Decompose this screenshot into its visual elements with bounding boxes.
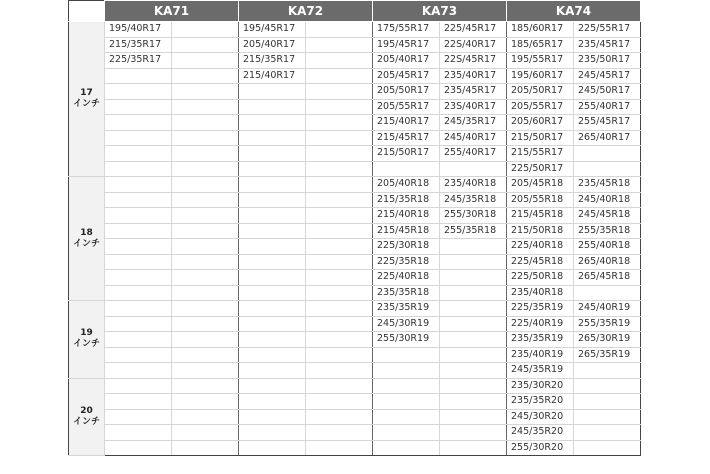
tire-size-cell bbox=[440, 363, 507, 379]
tire-size-cell bbox=[172, 130, 239, 146]
tire-size-cell bbox=[105, 115, 172, 131]
rim-size-number: 20 bbox=[80, 405, 93, 416]
tire-size-cell bbox=[239, 84, 306, 100]
tire-size-cell: 185/60R17 bbox=[507, 22, 574, 38]
tire-size-cell: 235/45R17 bbox=[574, 37, 641, 53]
tire-size-cell: 235/35R19 bbox=[373, 301, 440, 317]
table-row bbox=[69, 270, 641, 286]
tire-size-cell: 245/45R17 bbox=[574, 68, 641, 84]
tire-size-cell bbox=[172, 192, 239, 208]
table-row bbox=[69, 22, 641, 38]
tire-size-cell: 215/35R17 bbox=[105, 37, 172, 53]
tire-size-cell: 205/55R17 bbox=[373, 99, 440, 115]
tire-size-cell bbox=[440, 254, 507, 270]
tire-size-cell bbox=[306, 146, 373, 162]
tire-size-cell bbox=[105, 409, 172, 425]
tire-size-cell bbox=[306, 285, 373, 301]
rim-size-unit: インチ bbox=[72, 416, 100, 427]
tire-size-cell: 225/45R18 bbox=[507, 254, 574, 270]
tire-size-cell bbox=[574, 394, 641, 410]
tire-size-cell bbox=[306, 208, 373, 224]
header-corner bbox=[69, 1, 105, 22]
tire-size-cell: 215/45R17 bbox=[373, 130, 440, 146]
tire-size-cell: 205/40R18 bbox=[373, 177, 440, 193]
tire-size-cell bbox=[239, 99, 306, 115]
table-row bbox=[69, 115, 641, 131]
tire-size-cell bbox=[105, 425, 172, 441]
tire-size-cell: 255/40R17 bbox=[440, 146, 507, 162]
tire-size-cell bbox=[105, 378, 172, 394]
rim-size-label bbox=[69, 22, 105, 177]
tire-size-cell bbox=[239, 301, 306, 317]
tire-size-cell: 245/50R17 bbox=[574, 84, 641, 100]
tire-size-cell bbox=[239, 425, 306, 441]
tire-size-cell: 245/30R19 bbox=[373, 316, 440, 332]
tire-size-cell bbox=[306, 440, 373, 456]
tire-size-cell: 235/35R19 bbox=[507, 332, 574, 348]
table-row bbox=[69, 37, 641, 53]
header-row bbox=[69, 1, 641, 22]
tire-size-cell: 255/30R20 bbox=[507, 440, 574, 456]
tire-size-cell: 225/40R18 bbox=[373, 270, 440, 286]
table-row bbox=[69, 425, 641, 441]
tire-size-cell bbox=[172, 84, 239, 100]
tire-size-cell bbox=[306, 316, 373, 332]
tire-size-cell bbox=[172, 177, 239, 193]
tire-size-cell: 235/35R20 bbox=[507, 394, 574, 410]
tire-size-cell: 225/50R18 bbox=[507, 270, 574, 286]
tire-size-cell: 225/55R17 bbox=[574, 22, 641, 38]
tire-size-cell bbox=[306, 239, 373, 255]
tire-size-cell bbox=[239, 409, 306, 425]
tire-size-cell bbox=[574, 146, 641, 162]
tire-size-cell bbox=[440, 301, 507, 317]
tire-size-cell: 255/45R17 bbox=[574, 115, 641, 131]
tire-size-cell bbox=[306, 99, 373, 115]
tire-size-cell bbox=[172, 146, 239, 162]
tire-size-cell: 235/40R17 bbox=[440, 68, 507, 84]
tire-size-cell: 205/55R18 bbox=[507, 192, 574, 208]
tire-size-cell: 205/45R17 bbox=[373, 68, 440, 84]
tire-size-cell bbox=[373, 161, 440, 177]
tire-size-cell bbox=[440, 394, 507, 410]
tire-size-cell: 255/30R19 bbox=[373, 332, 440, 348]
tire-size-cell bbox=[440, 285, 507, 301]
header-ka71: KA71 bbox=[105, 1, 239, 22]
tire-size-cell bbox=[239, 285, 306, 301]
tire-size-cell bbox=[306, 223, 373, 239]
tire-size-cell bbox=[306, 332, 373, 348]
tire-size-cell bbox=[306, 347, 373, 363]
tire-size-cell: 255/35R18 bbox=[440, 223, 507, 239]
tire-size-cell bbox=[440, 425, 507, 441]
tire-size-cell bbox=[172, 285, 239, 301]
tire-size-cell: 265/30R19 bbox=[574, 332, 641, 348]
tire-size-cell bbox=[239, 161, 306, 177]
rim-size-unit: インチ bbox=[72, 238, 100, 249]
rim-size-label bbox=[69, 378, 105, 456]
tire-size-cell: 245/35R20 bbox=[507, 425, 574, 441]
tire-size-cell: 225/35R19 bbox=[507, 301, 574, 317]
table-row bbox=[69, 68, 641, 84]
table-row bbox=[69, 161, 641, 177]
tire-size-cell: 225/30R18 bbox=[373, 239, 440, 255]
tire-size-cell: 195/55R17 bbox=[507, 53, 574, 69]
tire-size-cell: 235/45R17 bbox=[440, 84, 507, 100]
tire-size-cell: 255/35R18 bbox=[574, 223, 641, 239]
tire-size-cell bbox=[239, 363, 306, 379]
tire-size-cell bbox=[172, 363, 239, 379]
tire-size-cell: 215/40R18 bbox=[373, 208, 440, 224]
tire-size-cell: 245/40R18 bbox=[574, 192, 641, 208]
tire-size-cell bbox=[574, 161, 641, 177]
table-row bbox=[69, 239, 641, 255]
tire-size-cell bbox=[306, 177, 373, 193]
tire-size-cell bbox=[239, 378, 306, 394]
tire-size-cell bbox=[440, 409, 507, 425]
tire-size-cell bbox=[373, 425, 440, 441]
tire-size-cell: 225/50R17 bbox=[507, 161, 574, 177]
table-row bbox=[69, 146, 641, 162]
table-row bbox=[69, 440, 641, 456]
tire-size-cell: 245/35R17 bbox=[440, 115, 507, 131]
tire-size-cell: 22S/40R17 bbox=[440, 37, 507, 53]
tire-size-cell bbox=[105, 347, 172, 363]
tire-size-cell bbox=[306, 161, 373, 177]
table-row bbox=[69, 394, 641, 410]
tire-size-cell: 235/40R18 bbox=[440, 177, 507, 193]
tire-size-cell bbox=[306, 301, 373, 317]
tire-size-cell bbox=[172, 99, 239, 115]
tire-size-cell bbox=[306, 270, 373, 286]
rim-size-unit: インチ bbox=[72, 99, 100, 109]
tire-size-cell bbox=[105, 192, 172, 208]
tire-size-cell bbox=[440, 316, 507, 332]
tire-size-cell bbox=[440, 239, 507, 255]
tire-size-cell bbox=[373, 440, 440, 456]
tire-size-cell bbox=[306, 378, 373, 394]
tire-size-cell bbox=[105, 130, 172, 146]
tire-size-cell bbox=[239, 130, 306, 146]
tire-size-cell bbox=[239, 192, 306, 208]
tire-size-cell: 215/50R17 bbox=[373, 146, 440, 162]
tire-size-cell bbox=[105, 363, 172, 379]
tire-size-cell: 215/50R18 bbox=[507, 223, 574, 239]
table-row bbox=[69, 409, 641, 425]
tire-size-cell: 215/40R17 bbox=[373, 115, 440, 131]
tire-size-cell bbox=[239, 223, 306, 239]
tire-size-cell bbox=[373, 409, 440, 425]
tire-size-cell: 235/30R20 bbox=[507, 378, 574, 394]
tire-size-cell: 205/50R17 bbox=[373, 84, 440, 100]
tire-size-cell: 245/35R19 bbox=[507, 363, 574, 379]
tire-size-cell bbox=[172, 68, 239, 84]
tire-size-cell: 205/40R17 bbox=[239, 37, 306, 53]
tire-size-cell bbox=[239, 332, 306, 348]
tire-size-cell bbox=[306, 363, 373, 379]
tire-size-cell bbox=[306, 84, 373, 100]
tire-size-cell: 195/45R17 bbox=[373, 37, 440, 53]
tire-size-cell bbox=[574, 425, 641, 441]
tire-size-cell bbox=[172, 37, 239, 53]
tire-size-cell bbox=[239, 177, 306, 193]
tire-size-cell bbox=[172, 270, 239, 286]
tire-size-cell bbox=[440, 440, 507, 456]
tire-size-cell bbox=[105, 177, 172, 193]
tire-size-cell bbox=[172, 425, 239, 441]
table-row bbox=[69, 53, 641, 69]
tire-size-cell bbox=[105, 223, 172, 239]
tire-size-cell bbox=[239, 115, 306, 131]
rim-size-unit: インチ bbox=[72, 339, 100, 350]
tire-size-cell bbox=[105, 68, 172, 84]
tire-size-cell bbox=[172, 161, 239, 177]
tire-size-cell: 195/40R17 bbox=[105, 22, 172, 38]
tire-size-cell: 23S/40R17 bbox=[440, 99, 507, 115]
tire-size-cell bbox=[172, 22, 239, 38]
tire-size-cell: 255/40R17 bbox=[574, 99, 641, 115]
tire-size-table-container bbox=[68, 0, 641, 456]
tire-size-cell: 215/35R18 bbox=[373, 192, 440, 208]
tire-size-cell bbox=[172, 115, 239, 131]
tire-size-cell bbox=[105, 208, 172, 224]
tire-size-cell: 205/50R17 bbox=[507, 84, 574, 100]
tire-size-cell bbox=[306, 68, 373, 84]
table-row bbox=[69, 378, 641, 394]
tire-size-cell bbox=[172, 301, 239, 317]
tire-size-cell bbox=[105, 84, 172, 100]
tire-size-cell bbox=[239, 239, 306, 255]
tire-size-cell: 215/35R17 bbox=[239, 53, 306, 69]
tire-size-cell bbox=[172, 440, 239, 456]
tire-size-cell bbox=[306, 254, 373, 270]
header-ka74: KA74 bbox=[507, 1, 641, 22]
tire-size-cell bbox=[574, 378, 641, 394]
tire-size-cell bbox=[306, 22, 373, 38]
tire-size-cell: 225/45R17 bbox=[440, 22, 507, 38]
tire-size-cell: 235/50R17 bbox=[574, 53, 641, 69]
header-ka72: KA72 bbox=[239, 1, 373, 22]
tire-size-cell: 215/40R17 bbox=[239, 68, 306, 84]
tire-size-table bbox=[68, 0, 641, 456]
tire-size-cell bbox=[172, 208, 239, 224]
tire-size-cell bbox=[440, 332, 507, 348]
tire-size-cell: 265/40R18 bbox=[574, 254, 641, 270]
tire-size-cell bbox=[574, 363, 641, 379]
tire-size-cell bbox=[239, 316, 306, 332]
tire-size-cell bbox=[105, 161, 172, 177]
tire-size-cell bbox=[105, 146, 172, 162]
tire-size-cell bbox=[373, 363, 440, 379]
tire-size-cell bbox=[239, 347, 306, 363]
tire-size-cell bbox=[440, 270, 507, 286]
tire-size-cell bbox=[172, 332, 239, 348]
tire-size-cell bbox=[105, 316, 172, 332]
table-row bbox=[69, 84, 641, 100]
table-row bbox=[69, 332, 641, 348]
rim-size-number: 18 bbox=[80, 227, 93, 238]
table-row bbox=[69, 347, 641, 363]
tire-size-cell bbox=[574, 440, 641, 456]
tire-size-cell: 255/35R19 bbox=[574, 316, 641, 332]
tire-size-cell bbox=[574, 409, 641, 425]
tire-size-cell: 245/35R18 bbox=[440, 192, 507, 208]
tire-size-cell: 235/40R18 bbox=[507, 285, 574, 301]
tire-size-cell bbox=[373, 378, 440, 394]
tire-size-cell bbox=[306, 192, 373, 208]
tire-size-cell bbox=[172, 223, 239, 239]
rim-size-number: 17 bbox=[80, 88, 93, 98]
tire-size-cell bbox=[172, 409, 239, 425]
table-row bbox=[69, 99, 641, 115]
rim-size-number: 19 bbox=[80, 328, 93, 339]
tire-size-cell: 195/45R17 bbox=[239, 22, 306, 38]
tire-size-cell bbox=[239, 440, 306, 456]
tire-size-cell bbox=[306, 409, 373, 425]
tire-size-cell: 185/65R17 bbox=[507, 37, 574, 53]
tire-size-cell bbox=[172, 347, 239, 363]
tire-size-cell bbox=[306, 394, 373, 410]
tire-size-cell: 235/35R18 bbox=[373, 285, 440, 301]
table-row bbox=[69, 301, 641, 317]
tire-size-cell bbox=[172, 316, 239, 332]
tire-size-cell bbox=[239, 146, 306, 162]
rim-size-label bbox=[69, 177, 105, 301]
tire-size-cell: 245/40R17 bbox=[440, 130, 507, 146]
tire-size-cell bbox=[105, 332, 172, 348]
tire-size-cell: 265/35R19 bbox=[574, 347, 641, 363]
tire-size-cell bbox=[306, 130, 373, 146]
tire-size-cell: 225/40R18 bbox=[507, 239, 574, 255]
tire-size-cell: 205/55R17 bbox=[507, 99, 574, 115]
tire-size-cell: 215/50R17 bbox=[507, 130, 574, 146]
tire-size-cell bbox=[440, 161, 507, 177]
tire-size-cell: 22S/45R17 bbox=[440, 53, 507, 69]
tire-size-cell: 235/40R19 bbox=[507, 347, 574, 363]
tire-size-cell bbox=[105, 99, 172, 115]
tire-size-cell bbox=[239, 254, 306, 270]
tire-size-cell: 235/45R18 bbox=[574, 177, 641, 193]
tire-size-cell bbox=[373, 394, 440, 410]
tire-size-cell: 205/40R17 bbox=[373, 53, 440, 69]
tire-size-cell: 225/35R17 bbox=[105, 53, 172, 69]
tire-size-cell bbox=[172, 53, 239, 69]
tire-size-cell: 215/45R18 bbox=[373, 223, 440, 239]
tire-size-cell bbox=[105, 285, 172, 301]
tire-size-cell: 195/60R17 bbox=[507, 68, 574, 84]
rim-size-label bbox=[69, 301, 105, 379]
tire-size-cell: 245/45R18 bbox=[574, 208, 641, 224]
tire-size-cell: 205/60R17 bbox=[507, 115, 574, 131]
tire-size-cell: 265/40R17 bbox=[574, 130, 641, 146]
tire-size-cell bbox=[105, 254, 172, 270]
tire-size-cell bbox=[306, 425, 373, 441]
header-ka73: KA73 bbox=[373, 1, 507, 22]
tire-size-cell bbox=[373, 347, 440, 363]
tire-size-cell bbox=[440, 347, 507, 363]
table-row bbox=[69, 192, 641, 208]
tire-size-cell bbox=[239, 208, 306, 224]
tire-size-cell: 215/55R17 bbox=[507, 146, 574, 162]
table-row bbox=[69, 254, 641, 270]
table-row bbox=[69, 316, 641, 332]
tire-size-cell bbox=[306, 53, 373, 69]
tire-size-cell bbox=[172, 378, 239, 394]
tire-size-cell bbox=[306, 115, 373, 131]
tire-size-cell bbox=[172, 254, 239, 270]
tire-size-cell: 255/30R18 bbox=[440, 208, 507, 224]
table-row bbox=[69, 285, 641, 301]
tire-size-cell bbox=[574, 285, 641, 301]
tire-size-cell bbox=[172, 394, 239, 410]
tire-size-cell: 205/45R18 bbox=[507, 177, 574, 193]
tire-size-cell bbox=[105, 239, 172, 255]
tire-size-cell bbox=[440, 378, 507, 394]
tire-size-cell: 225/40R19 bbox=[507, 316, 574, 332]
table-row bbox=[69, 208, 641, 224]
tire-size-cell: 215/45R18 bbox=[507, 208, 574, 224]
table-row bbox=[69, 130, 641, 146]
tire-size-cell bbox=[105, 301, 172, 317]
table-row bbox=[69, 223, 641, 239]
tire-size-cell bbox=[172, 239, 239, 255]
tire-size-cell bbox=[239, 270, 306, 286]
tire-size-cell: 245/40R19 bbox=[574, 301, 641, 317]
tire-size-cell bbox=[105, 440, 172, 456]
tire-size-cell: 255/40R18 bbox=[574, 239, 641, 255]
tire-size-cell bbox=[306, 37, 373, 53]
tire-size-cell bbox=[105, 270, 172, 286]
table-row bbox=[69, 363, 641, 379]
tire-size-cell: 175/55R17 bbox=[373, 22, 440, 38]
tire-size-cell: 245/30R20 bbox=[507, 409, 574, 425]
table-body bbox=[69, 22, 641, 456]
tire-size-cell: 265/45R18 bbox=[574, 270, 641, 286]
table-row bbox=[69, 177, 641, 193]
tire-size-cell bbox=[239, 394, 306, 410]
tire-size-cell: 225/35R18 bbox=[373, 254, 440, 270]
tire-size-cell bbox=[105, 394, 172, 410]
